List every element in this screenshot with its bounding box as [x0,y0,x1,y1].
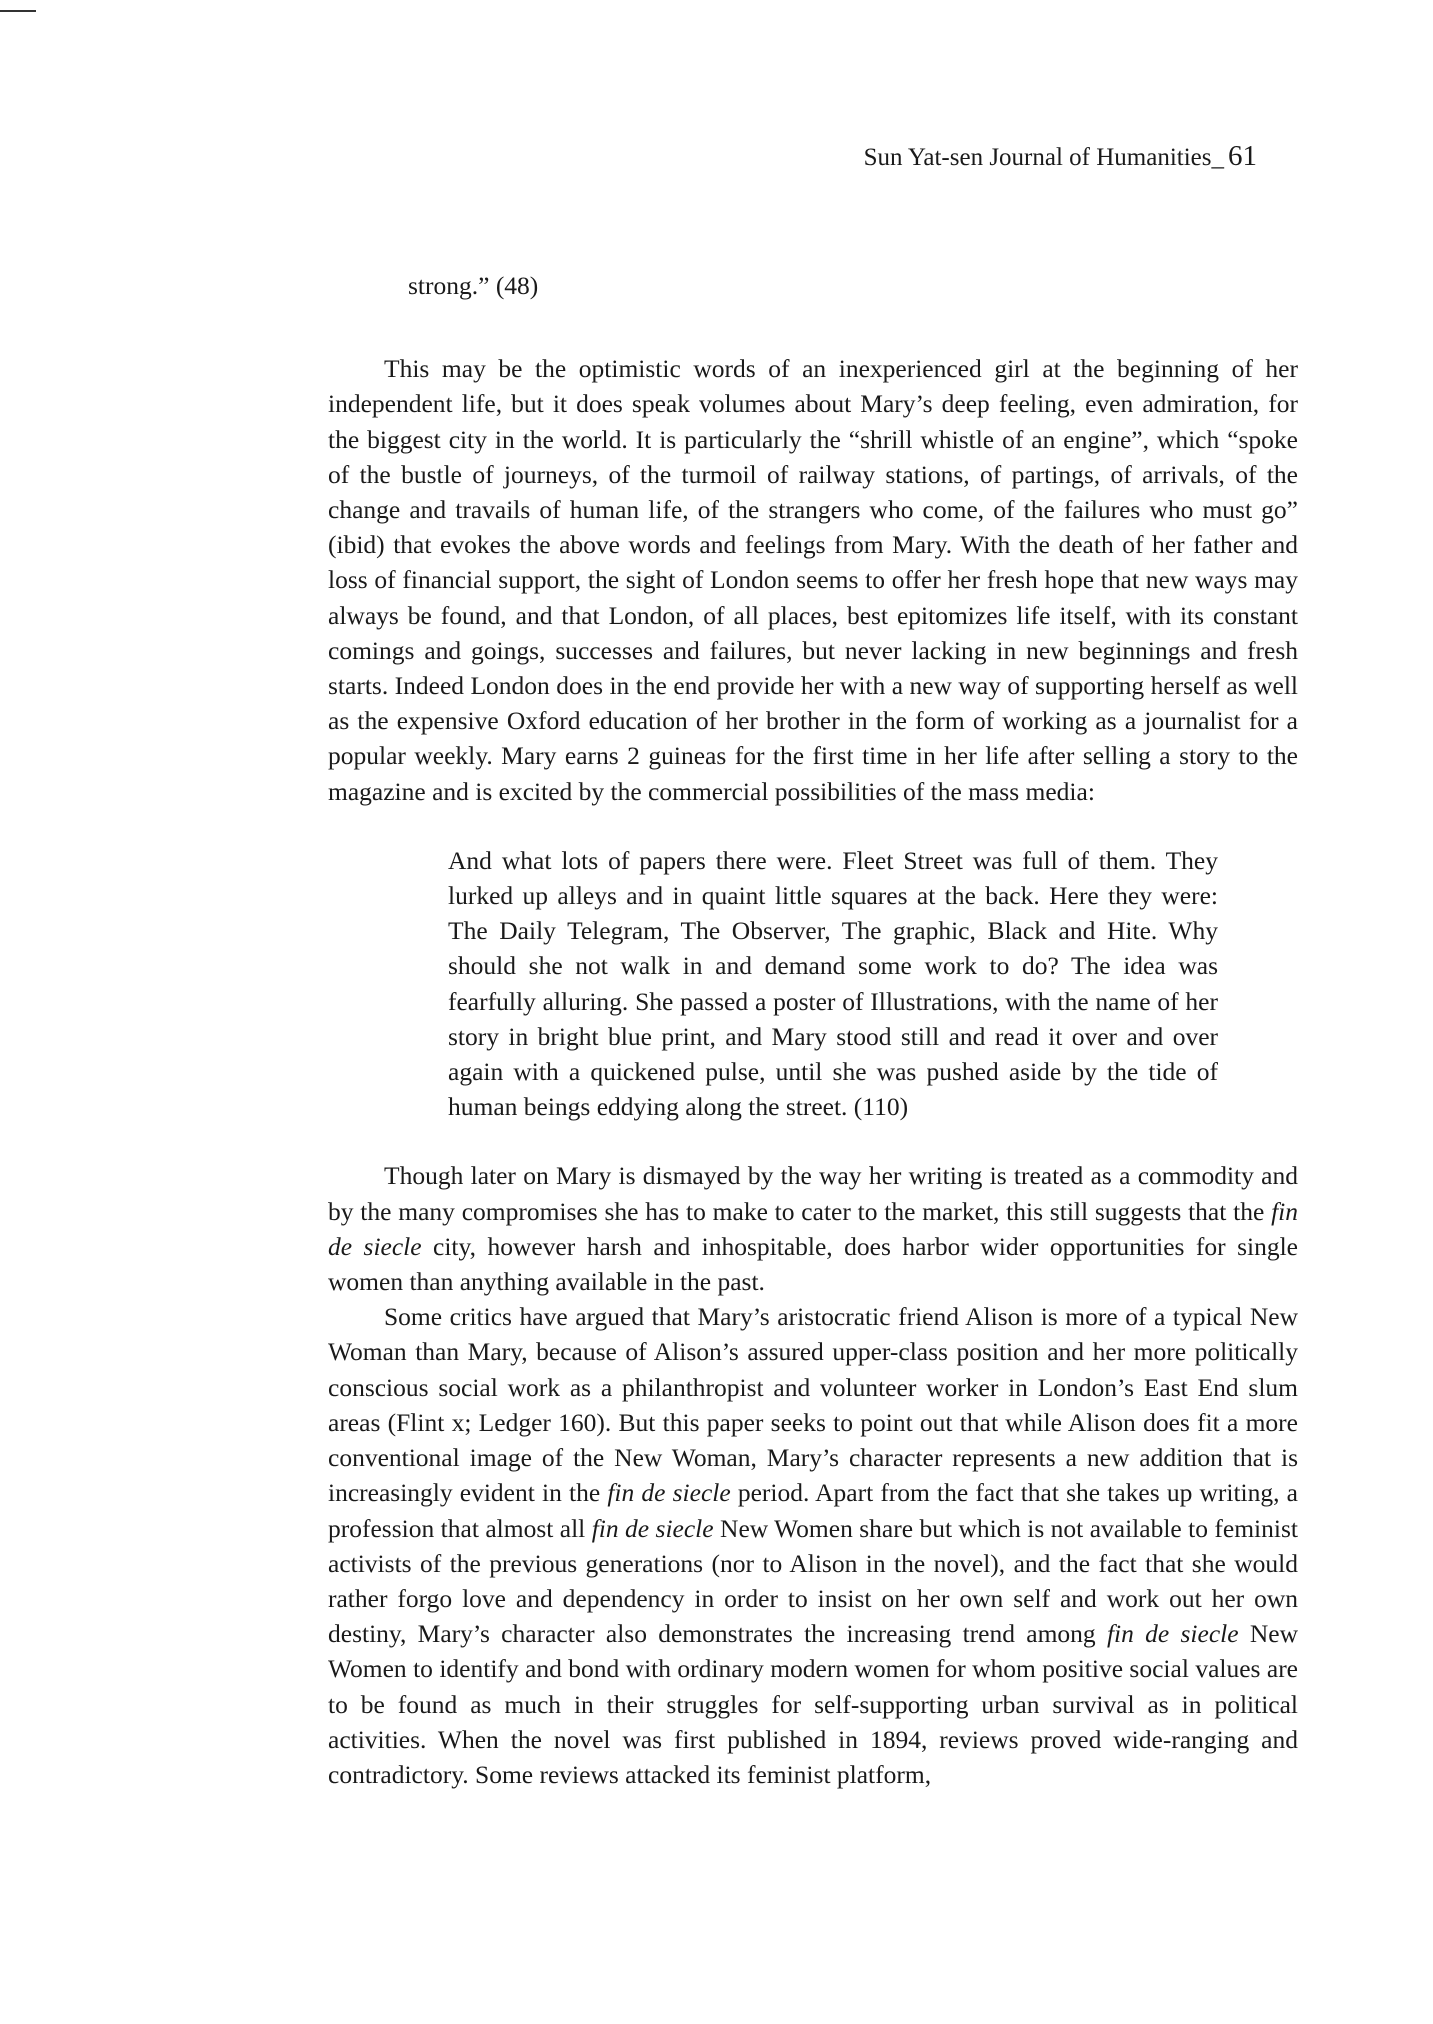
text-run: Though later on Mary is dismayed by the way her writing is treated as a commodity and by the many compromises she has to make to cater to the market, this still suggests that the [328,1161,1298,1226]
paragraphs-before [328,351,1298,809]
journal-title: Sun Yat-sen Journal of Humanities_ [863,144,1224,171]
italic-term: fin de siecle [607,1478,731,1508]
block-quote: And what lots of papers there were. Fleet Street was full of them. They lurked up alleys and in quaint little squares at the back. Here they were: The Daily Telegram, The Observer, The graphic, Black and Hite. Why should she not walk in and demand some work to do? The idea was fearfully alluring. She passed a poster of Illustrations, with the name of her story in bright blue print, and Mary stood still and read it over and over again with a quickened pulse, until she was pushed aside by the tide of human beings eddying along the street. (110) [448,845,1218,1122]
italic-term: fin de siecle [328,1196,1298,1261]
text-run: This may be the optimistic words of an inexperienced girl at the beginning of her independent life, but it does speak volumes about Mary’s deep feeling, even admiration, for the biggest city in the world. It is particularly the “shrill whistle of an engine”, which “spoke of the bustle of journeys, of the turmoil of railway stations, of partings, of arrivals, of the change and travails of human life, of the strangers who come, of the failures who must go” (ibid) that evokes the above words and feelings from Mary. With the death of her father and loss of financial support, the sight of London seems to offer her fresh hope that new ways may always be found, and that London, of all places, best epitomizes life itself, with its constant comings and goings, successes and failures, but never lacking in new beginnings and fresh starts. Indeed London does in the end provide her with a new way of supporting herself as well as the expensive Oxford education of her brother in the form of working as a journalist for a popular weekly. Mary earns 2 guineas for the first time in her life after selling a story to the magazine and is excited by the commercial possibilities of the mass media: [328,354,1298,806]
italic-term: fin de siecle [591,1513,714,1543]
text-run: Some critics have argued that Mary’s aristocratic friend Alison is more of a typical New Woman than Mary, because of Alison’s assured upper-class position and her more politically conscious social work as a philanthropist and volunteer worker in London’s East End slum areas (Flint x; Ledger 160). But this paper seeks to point out that while Alison does fit a more conventional image of the New Woman, Mary’s character represents a new addition that is increasingly evident in the [328,1302,1298,1508]
text-run: New Women share but which is not available to feminist activists of the previous generations (nor to Alison in the novel), and the fact that she would rather forgo love and dependency in order to insist on her own self and work out her own destiny, Mary’s character also demonstrates the increasing trend among [328,1513,1298,1649]
text-run: city, however harsh and inhospitable, does harbor wider opportunities for single women than anything available in the past. [328,1231,1298,1297]
text-run: period. Apart from the fact that she takes up writing, a profession that almost all [328,1478,1298,1543]
running-header [864,140,1257,173]
page-number: 61 [1228,140,1257,172]
paragraph [328,351,1298,809]
page-body [328,268,1298,1792]
paragraph [328,1158,1298,1299]
italic-term: fin de siecle [1106,1619,1239,1649]
paragraphs-after [328,1158,1298,1792]
quote-continuation: strong.” (48) [408,271,539,300]
corner-mark [0,10,36,12]
text-run: New Women to identify and bond with ordinary modern women for whom positive social values are to be found as much in their struggles for self-supporting urban survival as in political activities. When the novel was first published in 1894, reviews proved wide-ranging and contradictory. Some reviews attacked its feminist platform, [328,1619,1298,1789]
paragraph [328,1299,1298,1792]
